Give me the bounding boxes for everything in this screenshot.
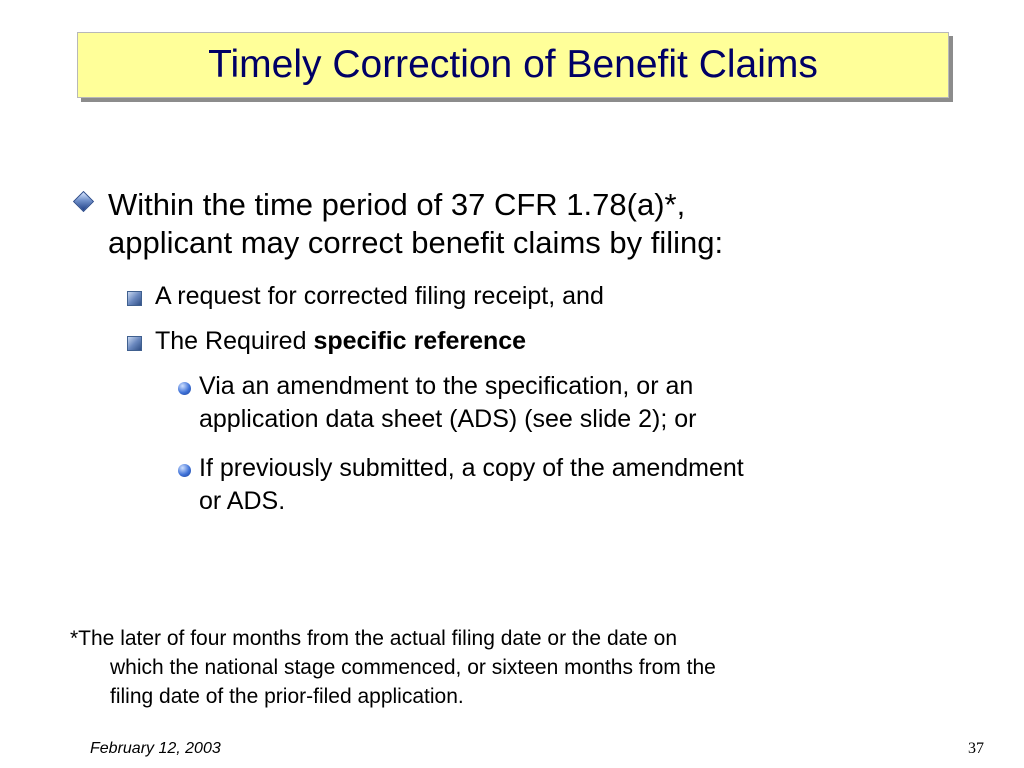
main-bullet-line-1: Within the time period of 37 CFR 1.78(a)*, [108,187,686,222]
sub-sub-bullet-1-line-1: Via an amendment to the specification, or an [199,372,694,400]
sub-bullet-2-bold: specific reference [313,327,527,355]
footnote [70,624,950,711]
footer-date: February 12, 2003 [90,740,221,757]
sub-bullet-2-prefix: The Required [155,327,314,355]
main-bullet-text [108,186,972,262]
sub-sub-bullet-2-line-1: If previously submitted, a copy of the amendment [199,454,744,482]
footnote-line-1: *The later of four months from the actual filing date or the date on [70,627,678,650]
sub-bullet-1 [127,281,604,311]
sub-bullet-2 [127,326,526,356]
main-bullet-line-2: applicant may correct benefit claims by filing: [108,225,724,260]
main-bullet [72,186,972,262]
sub-bullet-1-text: A request for corrected filing receipt, and [155,282,604,310]
sub-sub-bullet-1-text [199,370,968,436]
footnote-line-2: which the national stage commenced, or sixteen months from the [110,656,716,679]
square-bullet-icon [127,291,142,306]
sub-sub-bullet-1-line-2: application data sheet (ADS) (see slide 2); or [199,405,697,433]
round-bullet-icon [178,382,191,395]
square-bullet-icon [127,336,142,351]
footnote-line-3: filing date of the prior-filed application. [110,685,464,708]
round-bullet-icon [178,464,191,477]
slide-title: Timely Correction of Benefit Claims [208,43,818,86]
sub-sub-bullet-2-line-2: or ADS. [199,487,286,515]
sub-sub-bullet-2-text [199,452,968,518]
sub-sub-bullet-1 [178,370,968,436]
page-number: 37 [968,740,984,757]
diamond-bullet-icon [73,191,94,212]
title-box [77,32,949,98]
sub-sub-bullet-2 [178,452,968,518]
sub-bullet-2-text [155,327,526,355]
